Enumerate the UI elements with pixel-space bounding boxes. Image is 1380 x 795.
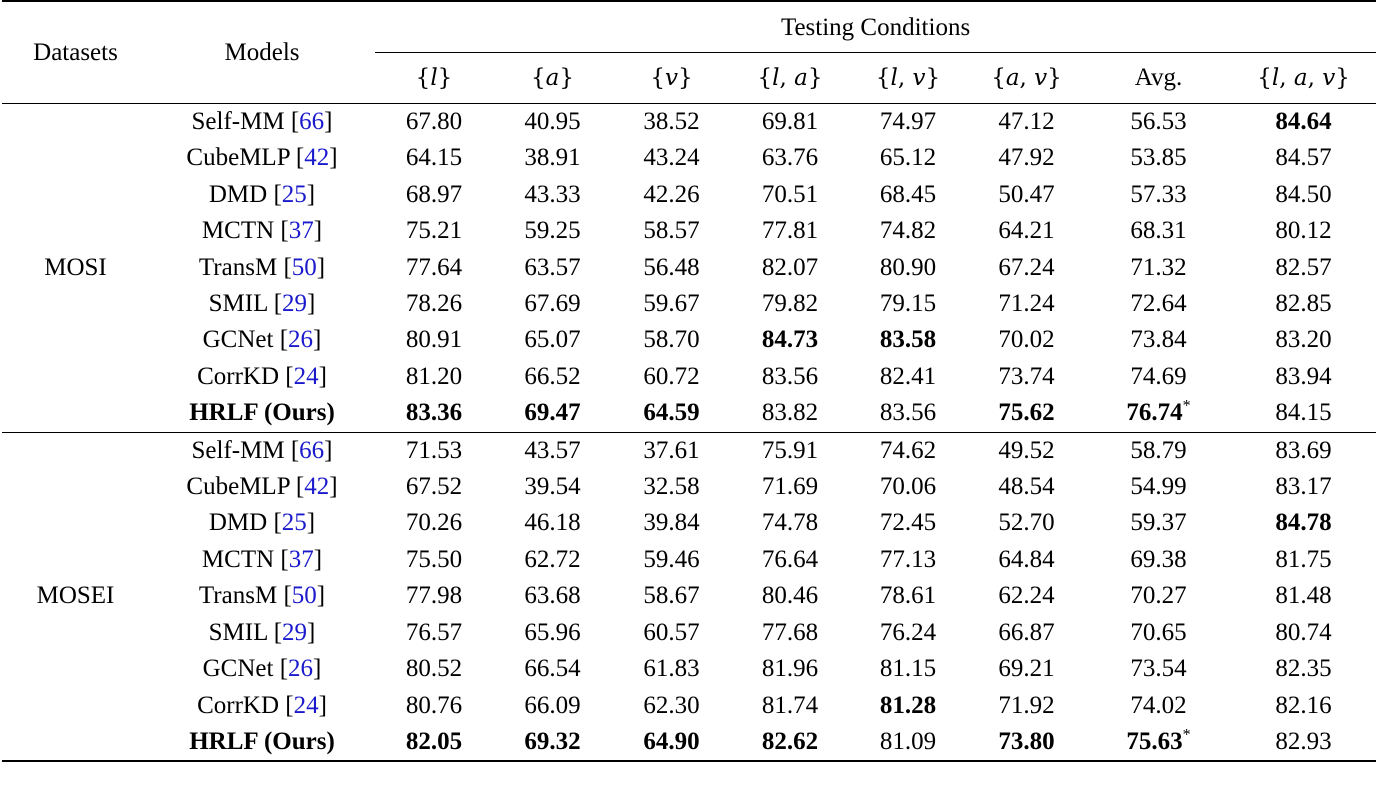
model-name: CorrKD [24] — [197, 362, 327, 390]
citation-link[interactable]: 25 — [281, 180, 307, 208]
score-cell: 50.47 — [998, 180, 1055, 208]
score-cell: 83.69 — [1231, 432, 1376, 469]
score-cell: 77.81 — [761, 217, 819, 245]
score-cell: 83.58 — [879, 326, 937, 354]
score-cell: 43.24 — [643, 144, 700, 172]
score-cell: 68.31 — [1130, 217, 1187, 245]
score-cell: 63.57 — [524, 253, 581, 281]
score-cell: 46.18 — [524, 509, 581, 537]
score-cell: 77.68 — [761, 618, 819, 646]
table-row — [2, 469, 1376, 505]
model-name: HRLF (Ours) — [189, 399, 335, 427]
score-cell: 80.90 — [879, 253, 937, 281]
score-cell: 66.87 — [998, 618, 1055, 646]
score-cell: 64.21 — [998, 217, 1055, 245]
condition-modality: v — [1034, 65, 1048, 91]
model-name: Self-MM [66] — [149, 432, 375, 469]
score-cell: 78.26 — [405, 290, 463, 318]
results-table — [2, 0, 1376, 762]
score-cell: 60.72 — [643, 362, 700, 390]
score-cell: 84.64 — [1231, 104, 1376, 141]
score-cell: 75.63* — [1086, 724, 1231, 761]
score-cell: 78.61 — [879, 582, 937, 610]
score-cell: 65.12 — [879, 144, 937, 172]
score-cell: 80.52 — [405, 655, 463, 683]
score-cell: 81.75 — [1275, 545, 1332, 573]
score-cell: 63.68 — [524, 582, 581, 610]
score-cell: 62.24 — [998, 582, 1055, 610]
model-name: GCNet [26] — [202, 655, 322, 683]
citation-link[interactable]: 50 — [291, 253, 317, 281]
header-condition-1 — [493, 53, 612, 104]
score-cell: 32.58 — [643, 473, 700, 501]
score-cell: 70.27 — [1130, 582, 1187, 610]
score-cell: 79.82 — [761, 290, 819, 318]
score-cell: 71.53 — [375, 432, 493, 469]
score-cell: 59.37 — [1130, 509, 1187, 537]
score-cell: 69.21 — [998, 655, 1055, 683]
score-cell: 64.84 — [998, 545, 1055, 573]
score-cell: 82.07 — [761, 253, 819, 281]
model-name: CubeMLP [42] — [186, 144, 338, 172]
score-cell: 84.15 — [1275, 399, 1332, 427]
score-cell: 72.45 — [879, 509, 937, 537]
condition-math: {v} — [650, 65, 693, 91]
score-cell: 62.30 — [643, 691, 700, 719]
table-row — [2, 505, 1376, 541]
table-row — [2, 213, 1376, 249]
model-name: MCTN [37] — [201, 217, 323, 245]
score-cell: 37.61 — [612, 432, 731, 469]
model-name: SMIL [29] — [208, 618, 316, 646]
score-cell: 77.13 — [879, 545, 937, 573]
condition-modality: v — [912, 65, 926, 91]
citation-link[interactable]: 26 — [288, 326, 314, 354]
score-cell: 48.54 — [998, 473, 1055, 501]
score-cell: 84.57 — [1275, 144, 1332, 172]
score-cell: 83.17 — [1275, 473, 1332, 501]
score-cell: 74.97 — [849, 104, 967, 141]
score-cell: 58.67 — [643, 582, 700, 610]
dataset-label: MOSI — [2, 104, 149, 433]
condition-math: {a, v} — [991, 65, 1062, 91]
score-cell: 81.20 — [405, 362, 463, 390]
score-cell: 76.74* — [1126, 397, 1191, 427]
score-cell: 82.57 — [1275, 253, 1332, 281]
model-name: SMIL [29] — [208, 290, 316, 318]
table-row — [2, 615, 1376, 651]
citation-link[interactable]: 26 — [288, 655, 314, 683]
score-cell: 75.91 — [731, 432, 849, 469]
score-cell: 43.57 — [493, 432, 612, 469]
header-datasets: Datasets — [2, 1, 149, 104]
score-cell: 83.82 — [761, 399, 819, 427]
table-body — [2, 104, 1376, 762]
model-name: CorrKD [24] — [197, 691, 327, 719]
model-name: DMD [25] — [208, 180, 316, 208]
score-cell: 56.48 — [643, 253, 700, 281]
score-cell: 40.95 — [493, 104, 612, 141]
model-name: CubeMLP [42] — [186, 473, 338, 501]
score-cell: 83.94 — [1275, 362, 1332, 390]
table-row — [2, 359, 1376, 395]
score-cell: 79.15 — [879, 290, 937, 318]
score-cell: 84.50 — [1275, 180, 1332, 208]
score-cell: 73.54 — [1130, 655, 1187, 683]
score-cell: 80.12 — [1275, 217, 1332, 245]
score-cell: 80.46 — [761, 582, 819, 610]
score-cell: 49.52 — [967, 432, 1086, 469]
header-condition-5 — [967, 53, 1086, 104]
table-row — [2, 688, 1376, 724]
score-cell: 68.97 — [405, 180, 463, 208]
score-cell: 60.57 — [643, 618, 700, 646]
score-cell: 70.26 — [405, 509, 463, 537]
score-cell: 64.90 — [612, 724, 731, 761]
score-cell: 80.91 — [405, 326, 463, 354]
header-models: Models — [149, 1, 375, 104]
score-cell: 62.72 — [524, 545, 581, 573]
condition-modality: a — [545, 65, 560, 91]
model-name: HRLF (Ours) — [149, 724, 375, 761]
model-name: Self-MM [66] — [149, 104, 375, 141]
score-cell: 69.32 — [493, 724, 612, 761]
score-cell: 67.24 — [998, 253, 1055, 281]
score-cell: 84.73 — [761, 326, 819, 354]
score-cell: 82.41 — [879, 362, 937, 390]
score-cell: 75.50 — [405, 545, 463, 573]
score-cell: 74.78 — [761, 509, 819, 537]
score-cell: 70.06 — [879, 473, 937, 501]
score-cell: 66.09 — [524, 691, 581, 719]
table-row — [2, 651, 1376, 687]
citation-link[interactable]: 37 — [288, 217, 314, 245]
score-cell: 68.45 — [879, 180, 937, 208]
score-cell: 75.21 — [405, 217, 463, 245]
condition-math: {l, v} — [875, 65, 941, 91]
table-row — [2, 250, 1376, 286]
score-cell: 43.33 — [524, 180, 581, 208]
table-row — [2, 104, 1376, 141]
model-name: DMD [25] — [208, 509, 316, 537]
header-condition-2 — [612, 53, 731, 104]
condition-modality: a — [794, 65, 808, 91]
condition-modality: a — [1293, 65, 1308, 91]
testing-conditions-label: Testing Conditions — [375, 2, 1376, 53]
score-cell: 75.62 — [998, 399, 1055, 427]
model-name: TransM [50] — [198, 253, 326, 281]
score-cell: 67.80 — [375, 104, 493, 141]
condition-math: {l, a, v} — [1257, 65, 1350, 91]
header-testing-conditions — [375, 1, 1376, 53]
score-cell: 58.70 — [643, 326, 700, 354]
score-cell: 74.02 — [1130, 691, 1187, 719]
score-cell: 69.81 — [731, 104, 849, 141]
score-cell: 73.84 — [1130, 326, 1187, 354]
condition-math: {l} — [415, 65, 453, 91]
table-row — [2, 286, 1376, 322]
score-cell: 53.85 — [1130, 144, 1187, 172]
header-condition-7 — [1231, 53, 1376, 104]
model-name: TransM [50] — [198, 582, 326, 610]
score-cell: 67.52 — [405, 473, 463, 501]
score-cell: 52.70 — [998, 509, 1055, 537]
score-cell: 82.93 — [1231, 724, 1376, 761]
score-cell: 81.09 — [849, 724, 967, 761]
table-row — [2, 432, 1376, 469]
results-table-container — [2, 0, 1376, 762]
table-row — [2, 177, 1376, 213]
citation-link[interactable]: 25 — [281, 509, 307, 537]
score-cell: 56.53 — [1086, 104, 1231, 141]
score-cell: 64.15 — [405, 144, 463, 172]
score-cell: 42.26 — [643, 180, 700, 208]
header-condition-6 — [1086, 53, 1231, 104]
score-cell: 80.76 — [405, 691, 463, 719]
score-cell: 83.20 — [1275, 326, 1332, 354]
citation-link[interactable]: 42 — [304, 473, 330, 501]
score-cell: 76.57 — [405, 618, 463, 646]
score-cell: 57.33 — [1130, 180, 1187, 208]
score-cell: 47.12 — [967, 104, 1086, 141]
score-cell: 65.96 — [524, 618, 581, 646]
citation-link[interactable]: 24 — [293, 362, 319, 390]
score-cell: 76.24 — [879, 618, 937, 646]
score-cell: 81.28 — [879, 691, 937, 719]
score-cell: 61.83 — [643, 655, 700, 683]
score-cell: 69.47 — [524, 399, 581, 427]
citation-link[interactable]: 37 — [288, 545, 314, 573]
header-condition-3 — [731, 53, 849, 104]
score-cell: 74.62 — [849, 432, 967, 469]
score-cell: 83.36 — [405, 399, 463, 427]
score-cell: 77.98 — [405, 582, 463, 610]
citation-link[interactable]: 66 — [299, 108, 325, 135]
model-name: GCNet [26] — [202, 326, 322, 354]
model-name: MCTN [37] — [201, 545, 323, 573]
score-cell: 70.65 — [1130, 618, 1187, 646]
score-cell: 72.64 — [1130, 290, 1187, 318]
score-cell: 63.76 — [761, 144, 819, 172]
score-cell: 71.24 — [998, 290, 1055, 318]
score-cell: 74.82 — [879, 217, 937, 245]
score-cell: 82.16 — [1275, 691, 1332, 719]
condition-math: {l, a} — [757, 65, 823, 91]
header-condition-0 — [375, 53, 493, 104]
score-cell: 82.85 — [1275, 290, 1332, 318]
score-cell: 83.56 — [879, 399, 937, 427]
score-cell: 81.15 — [879, 655, 937, 683]
table-row — [2, 395, 1376, 432]
score-cell: 81.48 — [1275, 582, 1332, 610]
score-cell: 73.74 — [998, 362, 1055, 390]
condition-modality: a — [1005, 65, 1020, 91]
score-cell: 58.57 — [643, 217, 700, 245]
score-cell: 54.99 — [1130, 473, 1187, 501]
citation-link[interactable]: 24 — [293, 691, 319, 719]
score-cell: 70.02 — [998, 326, 1055, 354]
score-cell: 65.07 — [524, 326, 581, 354]
score-cell: 71.32 — [1130, 253, 1187, 281]
score-cell: 69.38 — [1130, 545, 1187, 573]
score-cell: 38.52 — [612, 104, 731, 141]
score-cell: 82.05 — [375, 724, 493, 761]
condition-label: Avg. — [1134, 64, 1183, 91]
score-cell: 82.35 — [1275, 655, 1332, 683]
table-header — [2, 1, 1376, 104]
score-cell: 66.54 — [524, 655, 581, 683]
citation-link[interactable]: 29 — [282, 290, 308, 318]
score-cell: 81.96 — [761, 655, 819, 683]
score-cell: 76.64 — [761, 545, 819, 573]
citation-link[interactable]: 66 — [299, 436, 325, 464]
table-row — [2, 542, 1376, 578]
citation-link[interactable]: 29 — [282, 618, 308, 646]
score-cell: 83.56 — [761, 362, 819, 390]
score-cell: 71.69 — [761, 473, 819, 501]
score-cell: 67.69 — [524, 290, 581, 318]
citation-link[interactable]: 42 — [304, 144, 330, 172]
dataset-label: MOSEI — [2, 432, 149, 761]
score-cell: 59.67 — [643, 290, 700, 318]
citation-link[interactable]: 50 — [291, 582, 317, 610]
score-cell: 73.80 — [967, 724, 1086, 761]
score-cell: 47.92 — [998, 144, 1055, 172]
condition-modality: l — [772, 65, 780, 91]
table-row — [2, 140, 1376, 176]
table-row — [2, 578, 1376, 614]
table-row — [2, 724, 1376, 761]
score-cell: 38.91 — [524, 144, 581, 172]
condition-math: {a} — [531, 65, 574, 91]
condition-modality: v — [1322, 65, 1336, 91]
condition-modality: l — [430, 65, 438, 91]
condition-modality: l — [890, 65, 898, 91]
score-cell: 71.92 — [998, 691, 1055, 719]
score-cell: 66.52 — [524, 362, 581, 390]
score-cell: 58.79 — [1086, 432, 1231, 469]
table-row — [2, 322, 1376, 358]
score-cell: 80.74 — [1275, 618, 1332, 646]
score-cell: 84.78 — [1275, 509, 1332, 537]
header-condition-4 — [849, 53, 967, 104]
score-cell: 39.84 — [643, 509, 700, 537]
score-cell: 82.62 — [731, 724, 849, 761]
score-cell: 77.64 — [405, 253, 463, 281]
score-cell: 39.54 — [524, 473, 581, 501]
score-cell: 64.59 — [643, 399, 700, 427]
score-cell: 70.51 — [761, 180, 819, 208]
score-cell: 59.25 — [524, 217, 581, 245]
score-cell: 74.69 — [1130, 362, 1187, 390]
condition-modality: v — [665, 65, 678, 91]
score-cell: 59.46 — [643, 545, 700, 573]
condition-modality: l — [1271, 65, 1280, 91]
score-cell: 81.74 — [761, 691, 819, 719]
